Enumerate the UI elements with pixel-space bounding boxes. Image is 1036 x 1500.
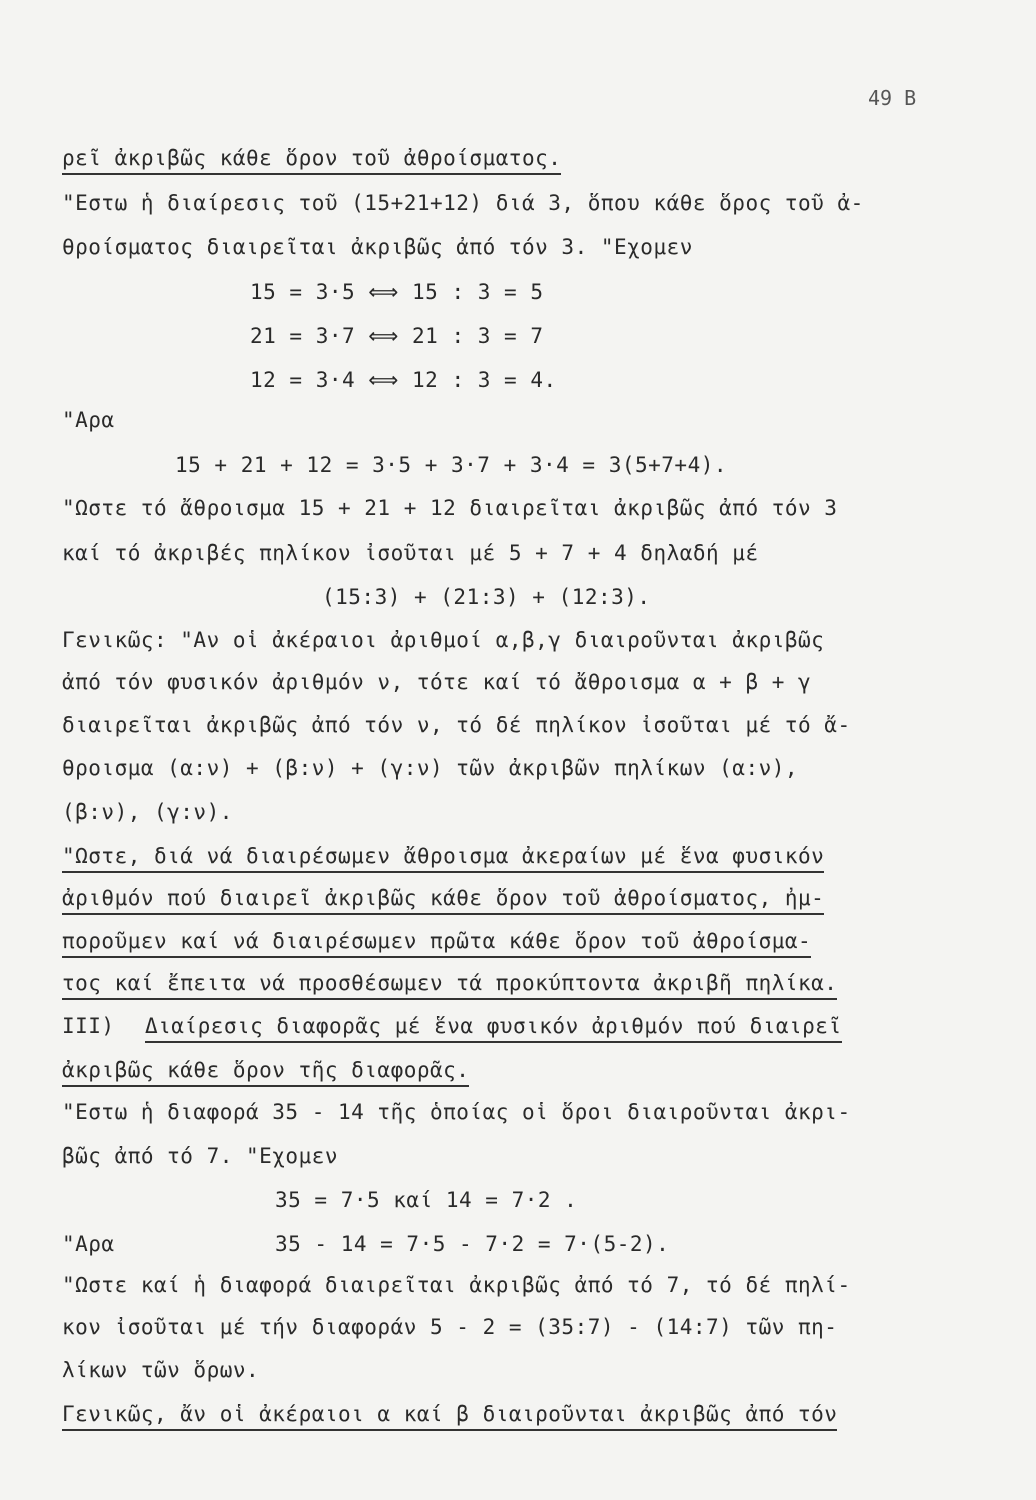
- text-line: καί τό ἀκριβές πηλίκον ἰσοῦται μέ 5 + 7 + 4 δηλαδή μέ: [62, 541, 759, 565]
- text-line: ἀριθμόν πού διαιρεῖ ἀκριβῶς κάθε ὅρον τοῦ ἀθροίσματος, ἠμ-: [62, 885, 824, 915]
- equation-line: 15 + 21 + 12 = 3·5 + 3·7 + 3·4 = 3(5+7+4).: [175, 453, 728, 477]
- text-line: θροισμα (α:ν) + (β:ν) + (γ:ν) τῶν ἀκριβῶν πηλίκων (α:ν),: [62, 756, 799, 780]
- section-heading: Διαίρεσις διαφορᾶς μέ ἕνα φυσικόν ἀριθμόν πού διαιρεῖ: [145, 1013, 842, 1043]
- equation-line: 15 = 3·5 ⟺ 15 : 3 = 5: [250, 280, 544, 304]
- text-line: κον ἰσοῦται μέ τήν διαφοράν 5 - 2 = (35:7) - (14:7) τῶν πη-: [62, 1315, 838, 1339]
- equation-line: 35 - 14 = 7·5 - 7·2 = 7·(5-2).: [275, 1232, 670, 1256]
- text-line: "Εστω ἡ διαφορά 35 - 14 τῆς ὁποίας οἱ ὅροι διαιροῦνται ἀκρι-: [62, 1100, 851, 1124]
- text-line: "Ωστε τό ἄθροισμα 15 + 21 + 12 διαιρεῖται ἀκριβῶς ἀπό τόν 3: [62, 496, 838, 520]
- text-line: διαιρεῖται ἀκριβῶς ἀπό τόν ν, τό δέ πηλίκον ἰσοῦται μέ τό ἄ-: [62, 713, 851, 737]
- text-line: ρεῖ ἀκριβῶς κάθε ὅρον τοῦ ἀθροίσματος.: [62, 145, 561, 175]
- equation-line: 21 = 3·7 ⟺ 21 : 3 = 7: [250, 324, 544, 348]
- text-line: βῶς ἀπό τό 7. "Εχομεν: [62, 1144, 339, 1168]
- section-heading: ἀκριβῶς κάθε ὅρον τῆς διαφορᾶς.: [62, 1057, 469, 1087]
- equation-line: 12 = 3·4 ⟺ 12 : 3 = 4.: [250, 368, 557, 392]
- text-line: "Εστω ἡ διαίρεσις τοῦ (15+21+12) διά 3, ὅπου κάθε ὅρος τοῦ ἀ-: [62, 191, 864, 215]
- text-line: ἀπό τόν φυσικόν ἀριθμόν ν, τότε καί τό ἄθροισμα α + β + γ: [62, 670, 812, 694]
- equation-line: (15:3) + (21:3) + (12:3).: [322, 585, 651, 609]
- text-line: (β:ν), (γ:ν).: [62, 800, 233, 824]
- section-number: III): [62, 1014, 128, 1038]
- text-line: Γενικῶς, ἄν οἱ ἀκέραιοι α καί β διαιροῦνται ἀκριβῶς ἀπό τόν: [62, 1401, 837, 1431]
- text-line: "Ωστε, διά νά διαιρέσωμεν ἄθροισμα ἀκεραίων μέ ἕνα φυσικόν: [62, 843, 824, 873]
- text-line: "Ωστε καί ἡ διαφορά διαιρεῖται ἀκριβῶς ἀπό τό 7, τό δέ πηλί-: [62, 1273, 851, 1297]
- text-line: "Αρα: [62, 408, 115, 432]
- text-line: θροίσματος διαιρεῖται ἀκριβῶς ἀπό τόν 3. "Εχομεν: [62, 235, 693, 259]
- page-number: 49 Β: [868, 86, 917, 110]
- text-line: τος καί ἔπειτα νά προσθέσωμεν τά προκύπτοντα ἀκριβῆ πηλίκα.: [62, 970, 837, 1000]
- text-line: ποροῦμεν καί νά διαιρέσωμεν πρῶτα κάθε ὅρον τοῦ ἀθροίσμα-: [62, 928, 811, 958]
- text-line: Γενικῶς: "Αν οἱ ἀκέραιοι ἀριθμοί α,β,γ διαιροῦνται ἀκριβῶς: [62, 628, 825, 652]
- equation-line: 35 = 7·5 καί 14 = 7·2 .: [275, 1188, 578, 1212]
- text-line: "Αρα: [62, 1232, 115, 1256]
- text-line: λίκων τῶν ὅρων.: [62, 1358, 260, 1382]
